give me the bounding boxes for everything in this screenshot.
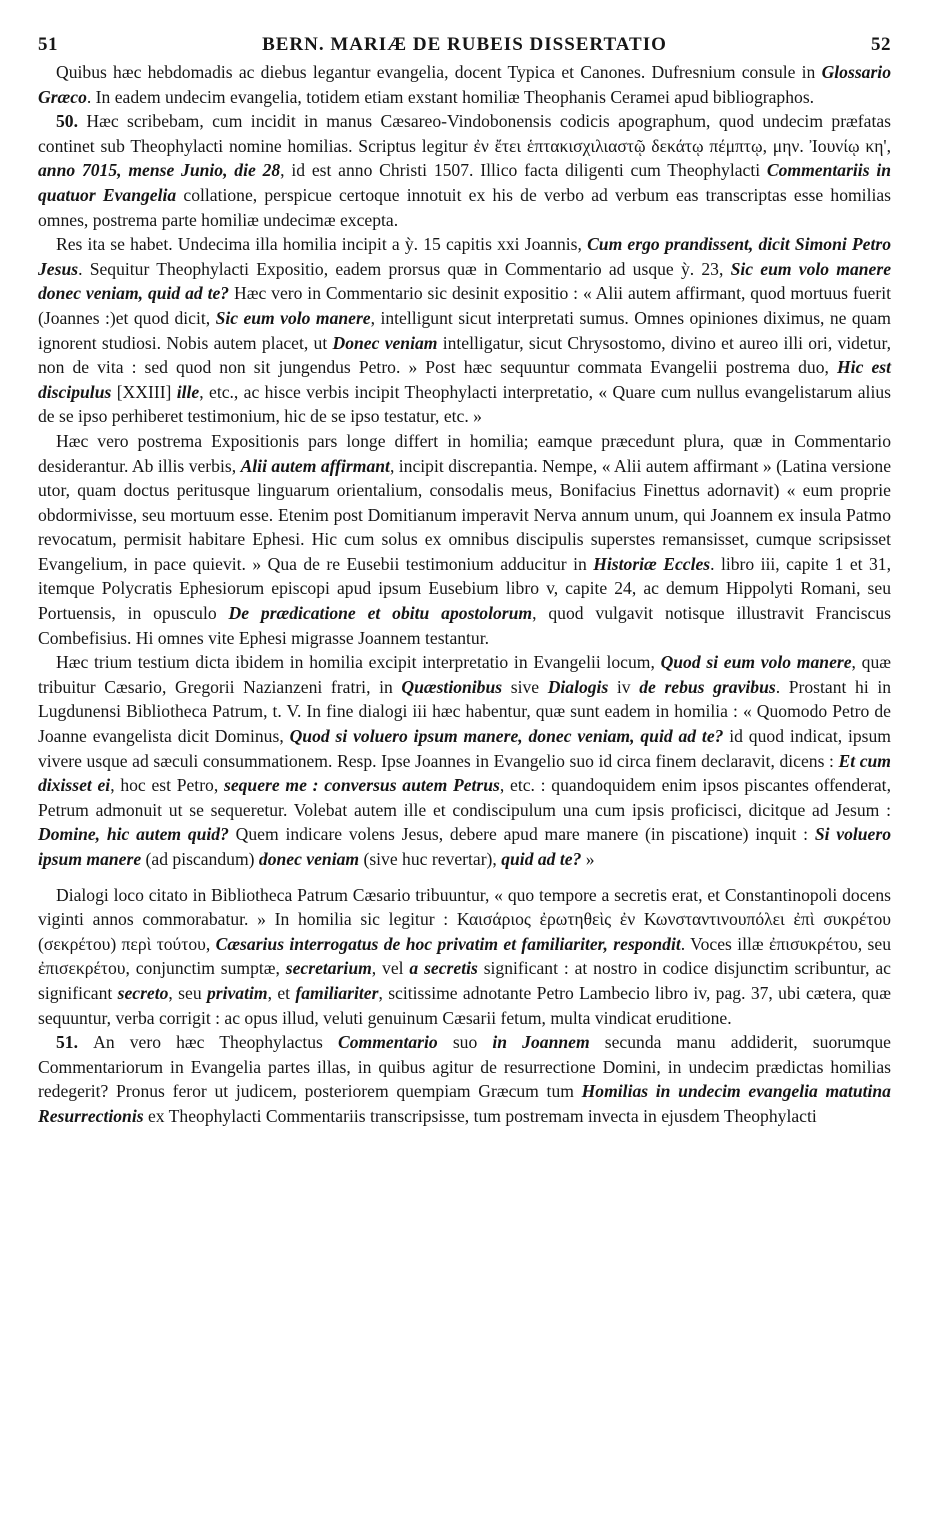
- paragraph-p1: [38, 60, 891, 109]
- text-run: ex Theophylacti Commentariis transcripsisse, tum postremam invecta in ejusdem Theophylacti: [143, 1105, 817, 1126]
- text-run: , et: [267, 982, 296, 1003]
- text-run: Hæc vero in Commentario sic desinit expositio : « Alii autem affirmant, quod mortuus fuerit (Joannes :)et quod dicit,: [38, 283, 891, 328]
- document-body: [38, 60, 891, 1129]
- italic-text: sequere me : conversus autem Petrus: [223, 775, 500, 796]
- text-run: (ad piscandum): [141, 849, 259, 869]
- italic-text: quid ad te?: [501, 849, 582, 869]
- text-run: , etc., ac hisce verbis incipit Theophylacti interpretatio, « Quare cum nullus evangelistarum alius de se ipso perhiberet testimonium, hic de se ipso testatur, etc. »: [38, 381, 891, 427]
- paragraph-p3: [38, 232, 891, 429]
- text-run: »: [581, 849, 595, 869]
- italic-text: Glossario Græco: [38, 62, 891, 107]
- italic-text: Donec veniam: [332, 332, 438, 353]
- italic-text: Commentariis in quatuor Evangelia: [38, 160, 892, 205]
- text-run: , intelligunt sicut interpretati sumus. Omnes opiniones diximus, ne quam ignorent studiosi. Nobis autem placet, ut: [38, 307, 891, 353]
- text-run: , scitissime adnotante Petro Lambecio libro iv, pag. 37, ubi cætera, quæ sequuntur, verba corrigit : ac opus illud, veluti genuinum Cæsarii fetum, multa vindicat eruditione.: [38, 982, 891, 1028]
- text-run: Quem indicare volens Jesus, debere apud mare manere (in piscatione) inquit :: [228, 824, 815, 845]
- page-number-right: 52: [870, 34, 891, 55]
- text-run: id quod indicat, ipsum vivere usque ad sæculi consummationem. Resp. Ipse Joannes in Evangelio suo id circa finem declaravit, dicens :: [38, 726, 891, 771]
- italic-text: Domine, hic autem quid?: [38, 824, 229, 845]
- text-run: , quæ tribuitur Cæsario, Gregorii Nazianzeni fratri, in: [38, 652, 891, 697]
- italic-text: secretarium: [285, 958, 372, 979]
- italic-text: Quod si voluero ipsum manere, donec veniam, quid ad te?: [289, 726, 724, 747]
- text-run: [XXIII]: [111, 381, 177, 402]
- paragraph-p4: [38, 429, 891, 650]
- text-run: , vel: [371, 958, 410, 979]
- text-run: collatione, perspicue certoque innotuit ex his de verbo ad verbum eas transcriptas esse homilias omnes, postrema parte homiliæ undecimæ excepta.: [38, 184, 891, 230]
- italic-text: donec veniam: [258, 849, 360, 869]
- text-run: . Prostant hi in Lugdunensi Bibliotheca Patrum, t. V. In fine dialogi iii hæc habentur, quæ sunt eadem in homilia : « Quomodo Petro de Joanne evangelista dicit Dominus,: [38, 676, 892, 747]
- text-run: . In eadem undecim evangelia, totidem etiam exstant homiliæ Theophanis Ceramei apud bibliographos.: [86, 86, 815, 107]
- text-run: iv: [608, 676, 640, 697]
- paragraph-p7: [38, 1030, 891, 1128]
- text-run: An vero hæc Theophylactus: [93, 1032, 338, 1053]
- text-run: Res ita se habet. Undecima illa homilia incipit a ỳ. 15 capitis xxi Joannis,: [56, 234, 588, 255]
- italic-text: Quod si eum volo manere: [660, 652, 852, 673]
- text-run: intelligatur, sicut Chrysostomo, divino et aureo illi ori, videtur, non de vita : sed quod non sit jungendus Petro. » Post hæc sequuntur commata Evangelii postrema duo,: [38, 332, 892, 378]
- text-run: Hæc vero postrema Expositionis pars longe differt in homilia; eamque præcedunt plura, quæ in Commentario desiderantur. Ab illis verbis,: [38, 430, 891, 476]
- italic-text: Et cum dixisset ei: [38, 750, 891, 796]
- section-number: 50.: [56, 111, 87, 132]
- italic-text: anno 7015, mense Junio, die 28: [38, 160, 281, 181]
- italic-text: ille: [176, 381, 200, 402]
- italic-text: Commentario: [337, 1032, 438, 1053]
- italic-text: De prædicatione et obitu apostolorum: [228, 603, 533, 624]
- text-run: , incipit discrepantia. Nempe, « Alii autem affirmant » (Latina versione utor, quam doctus peritusque linguarum orientalium, consodalis meus, Bonifacius Finettus adornavit) « eum proprie obdormivisse, seu mortuum esse. Etenim post Domitianum imperavit Nerva annum unum, qui Joannem ex insula Patmo revocatum, permisit habitare Ephesi. Hic cum solus ex omnibus discipulis superstes remansisset, cumque scripsisset Evangelium, in pace quievit. » Qua de re Eusebii testimonium adducitur in: [38, 455, 892, 574]
- italic-text: Sic eum volo manere: [215, 307, 371, 328]
- italic-text: a secretis: [409, 958, 478, 979]
- page-number-left: 51: [38, 34, 58, 55]
- text-run: . Voces illæ ἐπισυκρέτου, seu ἐπισεκρέτου, conjunctim sumptæ,: [38, 933, 891, 979]
- italic-text: Cæsarius interrogatus de hoc privatim et familiariter, respondit: [215, 933, 681, 954]
- paragraph-p6: [38, 883, 891, 1031]
- text-run: sive: [502, 676, 548, 697]
- text-run: secunda manu addiderit, suorumque Commentariorum in Evangelia partes illas, in quibus agitur de resurrectione Domini, in undecim prædictas homilias redegerit? Pronus feror ut judicem, posteriorem quempiam Græcum tum: [38, 1032, 891, 1102]
- text-run: , id est anno Christi 1507. Illico facta diligenti cum Theophylacti: [280, 160, 767, 181]
- text-run: , hoc est Petro,: [110, 775, 224, 796]
- italic-text: Hic est discipulus: [38, 357, 891, 402]
- text-run: , etc. : quandoquidem enim ipsos piscantes offenderat, Petrum admonuit ut se sequeretur. Volebat autem ille et condiscipulum una cum ipsis proficisci, dicitque ad Jesum :: [38, 775, 891, 820]
- text-run: (sive huc revertar),: [359, 849, 502, 869]
- italic-text: de rebus gravibus: [639, 676, 776, 697]
- running-header: [38, 34, 891, 56]
- paragraph-p5: [38, 650, 891, 871]
- italic-text: Dialogis: [547, 676, 609, 697]
- text-run: . libro iii, capite 1 et 31, itemque Polycratis Ephesiorum episcopi apud ipsum Eusebium libro v, capite 24, ac demum Hippolyti Romani, seu Portuensis, in opusculo: [38, 553, 891, 624]
- italic-text: Si voluero ipsum manere: [38, 824, 891, 869]
- text-run: Hæc scribebam, cum incidit in manus Cæsareo-Vindobonensis codicis apographum, quod undecim præfatas continet sub Theophylacti nomine homilias. Scriptus legitur ἐν ἔτει ἑπτακισχιλιαστῷ δεκάτῳ πέμπτῳ, μην. Ἰουνίῳ κη',: [38, 111, 892, 156]
- italic-text: Historiæ Eccles: [593, 553, 711, 574]
- italic-text: Cum ergo prandissent, dicit Simoni Petro Jesus: [38, 234, 891, 279]
- italic-text: in Joannem: [492, 1032, 590, 1053]
- text-run: significant : at nostro in codice disjunctim scribuntur, ac significant: [38, 958, 891, 1003]
- italic-text: Sic eum volo manere donec veniam, quid ad te?: [38, 258, 892, 304]
- italic-text: Alii autem affirmant: [240, 455, 390, 476]
- running-title: BERN. MARIÆ DE RUBEIS DISSERTATIO: [262, 34, 667, 55]
- italic-text: privatim: [206, 982, 268, 1003]
- section-number: 51.: [56, 1032, 94, 1053]
- text-run: suo: [437, 1032, 493, 1053]
- italic-text: Homilias in undecim evangelia matutina Resurrectionis: [38, 1081, 891, 1126]
- italic-text: secreto: [117, 982, 169, 1003]
- text-run: , seu: [168, 982, 207, 1003]
- text-run: Quibus hæc hebdomadis ac diebus legantur evangelia, docent Typica et Canones. Dufresnium consule in: [56, 62, 822, 82]
- text-run: Hæc trium testium dicta ibidem in homilia excipit interpretatio in Evangelii locum,: [56, 652, 661, 673]
- italic-text: familiariter: [295, 982, 379, 1003]
- italic-text: Quæstionibus: [401, 676, 503, 697]
- text-run: Dialogi loco citato in Bibliotheca Patrum Cæsario tribuuntur, « quo tempore a secretis erat, et Constantinopoli docens viginti annos commorabatur. » In homilia sic legitur : Καισάριος ἐρωτηθεὶς ἐν Κωνσταντινουπόλει ἐπὶ συκρέτου (σεκρέτου) περὶ τούτου,: [38, 884, 891, 954]
- text-run: , quod vulgavit notisque illustravit Franciscus Combefisius. Hi omnes vite Ephesi migrasse Joannem testantur.: [38, 603, 891, 648]
- paragraph-p2: [38, 109, 891, 232]
- text-run: . Sequitur Theophylacti Expositio, eadem prorsus quæ in Commentario ad usque ỳ. 23,: [78, 258, 731, 279]
